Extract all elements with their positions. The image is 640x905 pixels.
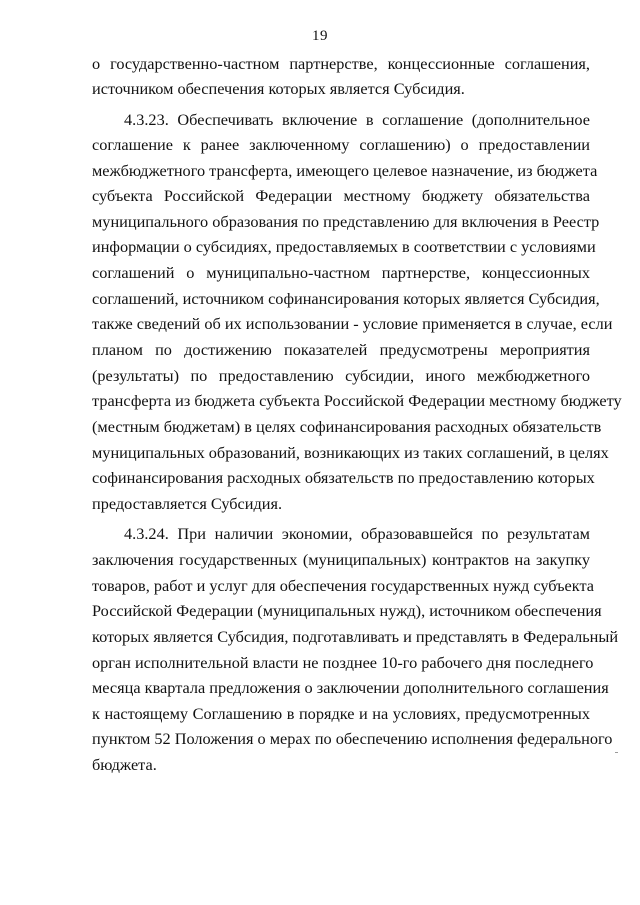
text-line: трансферта из бюджета субъекта Российской Федерации местному бюджету — [92, 391, 622, 410]
text-line: муниципальных образований, возникающих из таких соглашений, в целях — [92, 443, 609, 462]
text-line: соглашений, источником софинансирования которых является Субсидия, — [92, 289, 600, 308]
text-line: субъекта Российской Федерации местному бюджету обязательства — [92, 186, 590, 205]
text-line: планом по достижению показателей предусмотрены мероприятия — [92, 340, 590, 359]
page-number: 19 — [312, 28, 328, 44]
paragraph-first-line: 4.3.24. При наличии экономии, образовавшейся по результатам — [124, 524, 590, 543]
text-line: (результаты) по предоставлению субсидии, иного межбюджетного — [92, 366, 590, 385]
text-line: которых является Субсидия, подготавливать и представлять в Федеральный — [92, 627, 619, 646]
text-line: источником обеспечения которых является Субсидия. — [92, 79, 465, 98]
text-line: пунктом 52 Положения о мерах по обеспечению исполнения федерального — [92, 729, 613, 748]
text-line: муниципального образования по представлению для включения в Реестр — [92, 212, 600, 231]
text-line: соглашений о муниципально-частном партнерстве, концессионных — [92, 263, 590, 282]
text-line: товаров, работ и услуг для обеспечения государственных нужд субъекта — [92, 576, 595, 595]
text-line: о государственно-частном партнерстве, концессионные соглашения, — [92, 54, 590, 73]
text-line: информации о субсидиях, предоставляемых в соответствии с условиями — [92, 237, 596, 256]
paragraph-first-line: 4.3.23. Обеспечивать включение в соглашение (дополнительное — [124, 110, 590, 129]
text-line: соглашение к ранее заключенному соглашению) о предоставлении — [92, 135, 590, 154]
scan-mark — [615, 752, 618, 753]
text-line: (местным бюджетам) в целях софинансирования расходных обязательств — [92, 417, 602, 436]
text-line: орган исполнительной власти не позднее 10-го рабочего дня последнего — [92, 653, 594, 672]
text-line: софинансирования расходных обязательств по предоставлению которых — [92, 468, 595, 487]
text-line: также сведений об их использовании - условие применяется в случае, если — [92, 314, 613, 333]
text-line: месяца квартала предложения о заключении дополнительного соглашения — [92, 678, 609, 697]
text-line: бюджета. — [92, 755, 157, 774]
text-line: предоставляется Субсидия. — [92, 494, 283, 513]
text-line: к настоящему Соглашению в порядке и на условиях, предусмотренных — [92, 704, 590, 723]
text-line: межбюджетного трансферта, имеющего целевое назначение, из бюджета — [92, 161, 598, 180]
text-line: заключения государственных (муниципальных) контрактов на закупку — [92, 550, 590, 569]
text-line: Российской Федерации (муниципальных нужд), источником обеспечения — [92, 601, 602, 620]
